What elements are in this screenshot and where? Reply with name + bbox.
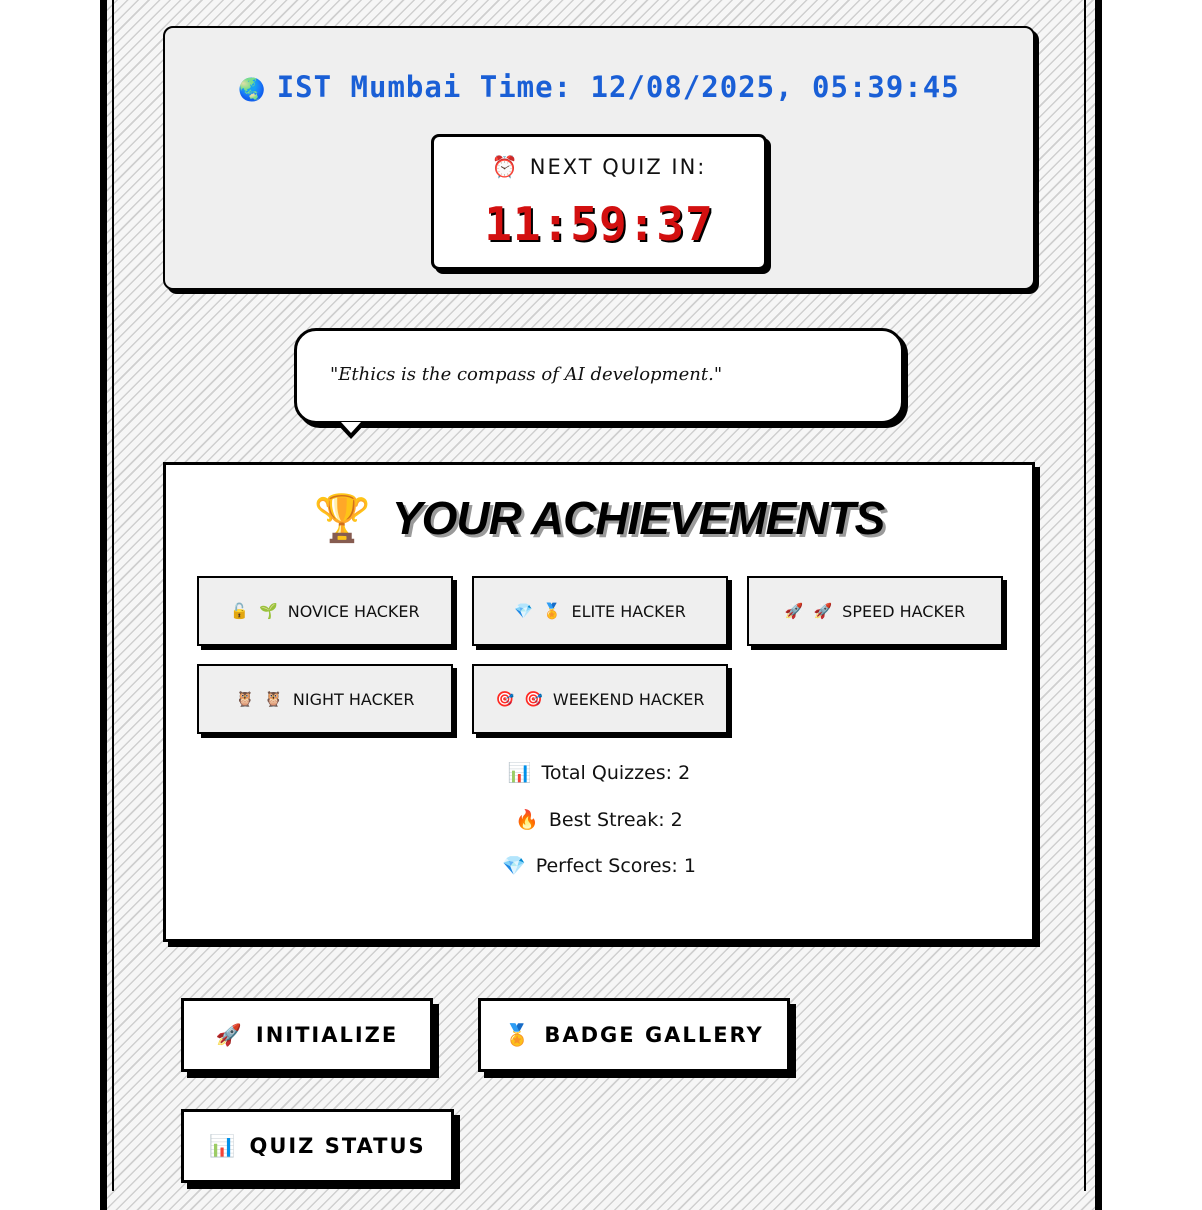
target-icon: 🎯 (495, 690, 515, 708)
stat-text: Best Streak: 2 (548, 809, 683, 831)
badge-weekend-hacker[interactable] (472, 664, 728, 734)
stat-best-streak (166, 808, 1032, 831)
stat-perfect-scores (166, 854, 1032, 877)
badge-gallery-label: BADGE GALLERY (544, 1023, 764, 1047)
initialize-button[interactable] (181, 998, 433, 1072)
badge-label: NOVICE HACKER (287, 601, 420, 621)
medal-icon: 🏅 (542, 602, 562, 620)
frame-inner-line-left (112, 0, 114, 1191)
quiz-status-button[interactable] (181, 1109, 454, 1183)
seedling-icon: 🌱 (259, 602, 278, 620)
ist-time-display (165, 70, 1033, 108)
globe-icon: 🌏 (238, 78, 267, 103)
stat-text: Perfect Scores: 1 (535, 855, 696, 877)
badge-gallery-button[interactable] (478, 998, 790, 1072)
bar-chart-icon: 📊 (507, 762, 532, 784)
ist-time-text: IST Mumbai Time: 12/08/2025, 05:39:45 (276, 70, 960, 104)
countdown-label-row (434, 155, 764, 180)
stat-total-quizzes (166, 761, 1032, 784)
trophy-icon: 🏆 (313, 492, 370, 544)
initialize-label: INITIALIZE (255, 1023, 399, 1047)
target-icon: 🎯 (524, 690, 543, 708)
countdown-value: 11:59:37 (484, 197, 714, 251)
badge-elite-hacker[interactable] (472, 576, 728, 646)
achievements-title-text: YOUR ACHIEVEMENTS (391, 492, 885, 544)
achievements-panel (163, 462, 1035, 942)
gem-icon: 💎 (514, 602, 533, 620)
quiz-status-label: QUIZ STATUS (249, 1134, 426, 1158)
fire-icon: 🔥 (515, 809, 539, 831)
bar-chart-icon: 📊 (209, 1133, 236, 1158)
rocket-icon: 🚀 (215, 1022, 242, 1047)
countdown-label: NEXT QUIZ IN: (529, 155, 707, 179)
unlock-icon: 🔓 (230, 602, 250, 620)
badge-label: WEEKEND HACKER (552, 689, 705, 709)
badge-night-hacker[interactable] (197, 664, 453, 734)
rocket-icon: 🚀 (784, 602, 804, 620)
quote-text: "Ethics is the compass of AI development." (330, 364, 723, 385)
medal-icon: 🏅 (504, 1022, 531, 1047)
badge-novice-hacker[interactable] (197, 576, 453, 646)
next-quiz-countdown (431, 134, 767, 270)
owl-icon: 🦉 (235, 690, 255, 708)
badge-label: SPEED HACKER (842, 601, 966, 621)
gem-icon: 💎 (502, 855, 526, 877)
owl-icon: 🦉 (264, 690, 283, 708)
frame-inner-line-right (1084, 0, 1086, 1191)
badge-label: ELITE HACKER (571, 601, 686, 621)
badge-label: NIGHT HACKER (292, 689, 415, 709)
achievements-title (166, 491, 1032, 546)
rocket-icon: 🚀 (813, 602, 833, 620)
stat-text: Total Quizzes: 2 (541, 762, 691, 784)
badge-speed-hacker[interactable] (747, 576, 1003, 646)
alarm-clock-icon: ⏰ (491, 155, 520, 179)
quote-bubble (294, 328, 904, 424)
speech-bubble-tail-fill (341, 422, 361, 433)
